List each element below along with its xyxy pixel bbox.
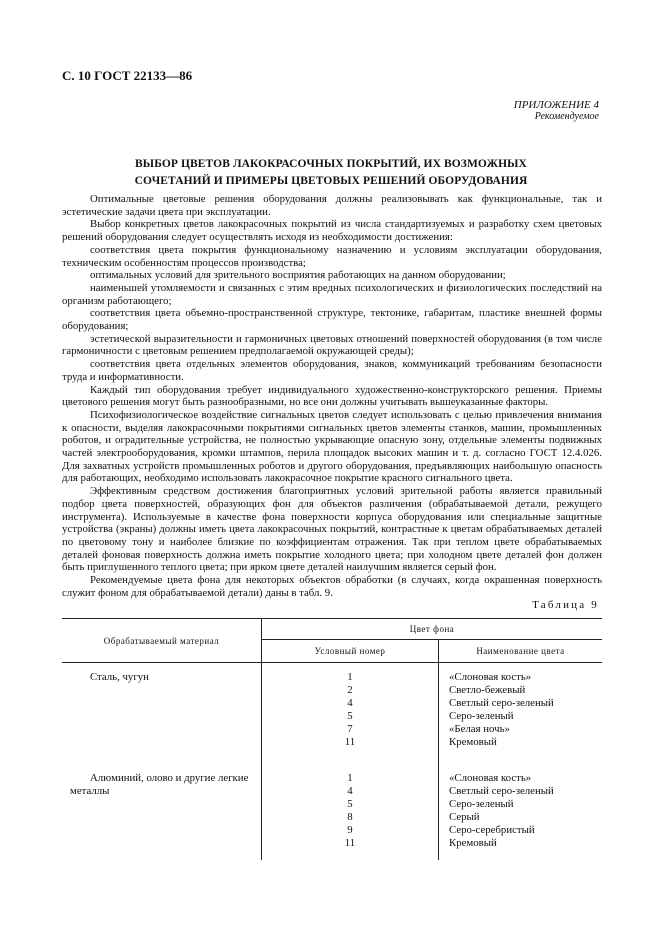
color-name: Серо-зеленый <box>449 710 514 722</box>
paragraph: эстетической выразительности и гармоничных цветовых отношений поверхностей оборудования (в том числе гармоничности с цветовым решением предполагаемой окружающей среды); <box>62 332 602 358</box>
paragraph: соответствия цвета покрытия функциональному назначению и условиям эксплуатации оборудования, техническим особенностям процессов производства; <box>62 243 602 269</box>
color-number: 8 <box>347 811 353 823</box>
page-header: С. 10 ГОСТ 22133—86 <box>62 68 193 83</box>
paragraph: Выбор конкретных цветов лакокрасочных покрытий из числа стандартизуемых и разработку схем цветовых решений оборудования следует осуществлять исходя из необходимости достижения: <box>62 218 602 244</box>
header-background-color: Цвет фона <box>262 619 603 640</box>
section-title <box>60 156 602 190</box>
paragraph: наименьшей утомляемости и связанных с этим вредных психологических и физиологических последствий на организм работающего; <box>62 281 602 307</box>
paragraph: соответствия цвета объемно-пространственной структуре, тектонике, габаритам, пластике внешней формы оборудования; <box>62 307 602 333</box>
color-name: Серо-серебристый <box>449 824 535 836</box>
color-name: Светлый серо-зеленый <box>449 697 554 709</box>
paragraph: Каждый тип оборудования требует индивидуального художественно-конструкторского решения. Приемы цветового решения могут быть разнообразными, но все они должны учитывать вышеуказанные факторы. <box>62 383 602 409</box>
color-number: 5 <box>347 710 353 722</box>
paragraph: соответствия цвета отдельных элементов оборудования, знаков, коммуникаций требованиям безопасности труда и информативности. <box>62 358 602 383</box>
section-title-line-2: СОЧЕТАНИЙ И ПРИМЕРЫ ЦВЕТОВЫХ РЕШЕНИЙ ОБОРУДОВАНИЯ <box>134 175 528 187</box>
body-text <box>62 193 602 600</box>
header-color-name: Наименование цвета <box>439 640 603 663</box>
color-number: 1 <box>347 772 353 784</box>
color-name: «Белая ночь» <box>449 723 510 735</box>
color-number: 4 <box>347 697 353 709</box>
table-row <box>62 663 602 760</box>
color-name: Серо-зеленый <box>449 798 514 810</box>
color-name-cell <box>439 663 603 760</box>
color-number: 11 <box>344 837 356 849</box>
material-cell <box>62 663 262 760</box>
color-number: 11 <box>344 736 356 748</box>
material-line: Сталь, чугун <box>90 671 149 683</box>
color-number: 2 <box>347 684 353 696</box>
table-row <box>62 759 602 860</box>
color-name: «Слоновая кость» <box>449 671 532 683</box>
appendix-title: ПРИЛОЖЕНИЕ 4 <box>513 99 599 111</box>
section-title-line-1: ВЫБОР ЦВЕТОВ ЛАКОКРАСОЧНЫХ ПОКРЫТИЙ, ИХ ВОЗМОЖНЫХ <box>135 158 527 170</box>
material-line: металлы <box>70 785 110 797</box>
color-name: Кремовый <box>449 736 497 748</box>
number-cell <box>262 759 439 860</box>
paragraph: Оптимальные цветовые решения оборудования должны реализовывать как функциональные, так и эстетические задачи цвета при эксплуатации. <box>62 193 602 218</box>
appendix-subtitle: Рекомендуемое <box>534 111 599 122</box>
header-material: Обрабатываемый материал <box>62 619 262 663</box>
color-name: Кремовый <box>449 837 497 849</box>
paragraph: Психофизиологическое воздействие сигнальных цветов следует использовать с целью привлечения внимания к опасности, выделяя лакокрасочными покрытиями сигнальных цветов элементы станков, машин, промышленных роботов, и оградительные устройства, не полностью укрывающие опасную зону, отдельные элементы подвижных частей электрооборудования, кромки штампов, перила площадок высоких машин и т. д. согласно ГОСТ 12.4.026. Для захватных устройств промышленных роботов и другого оборудования, предъявляющих наибольшую опасность для работающих, необходимо использовать лакокрасочное покрытие красного сигнального цвета. <box>62 408 602 485</box>
material-line: Алюминий, олово и другие легкие <box>90 772 249 784</box>
color-number: 9 <box>347 824 353 836</box>
color-number: 1 <box>347 671 353 683</box>
header-number: Условный номер <box>262 640 439 663</box>
color-name: Светло-бежевый <box>449 684 526 696</box>
color-number: 7 <box>347 723 353 735</box>
material-cell <box>62 759 262 860</box>
color-number: 4 <box>347 785 353 797</box>
paragraph: Рекомендуемые цвета фона для некоторых объектов обработки (в случаях, когда окрашенная поверхность служит фоном для обрабатываемой детали) даны в табл. 9. <box>62 574 602 599</box>
color-name-cell <box>439 759 603 860</box>
color-name: Серый <box>449 811 480 823</box>
color-name: Светлый серо-зеленый <box>449 785 554 797</box>
table-caption: Таблица 9 <box>532 599 599 611</box>
color-name: «Слоновая кость» <box>449 772 532 784</box>
paragraph: оптимальных условий для зрительного восприятия работающих на данном оборудовании; <box>90 269 506 282</box>
paragraph: Эффективным средством достижения благоприятных условий зрительной работы является правильный подбор цвета поверхностей, образующих фон для объектов различения (обрабатываемой детали, режущего инструмента). Используемые в качестве фона поверхности корпуса оборудования или специальные защитные устройства (экраны) должны иметь цвета лакокрасочных покрытий, контрастные к цветам обрабатываемых деталей по цветовому тону и наиболее близкие по коэффициентам отражения. Так при теплом цвете обрабатываемых деталей фоновая поверхность должна иметь покрытие холодного цвета; при холодном цвете деталей фон должен быть приглушенного теплого цвета; при ярком цвете деталей наилучшим является серый фон. <box>62 485 602 574</box>
number-cell <box>262 663 439 760</box>
appendix-label <box>514 99 599 123</box>
color-table <box>62 618 602 860</box>
color-number: 5 <box>347 798 353 810</box>
